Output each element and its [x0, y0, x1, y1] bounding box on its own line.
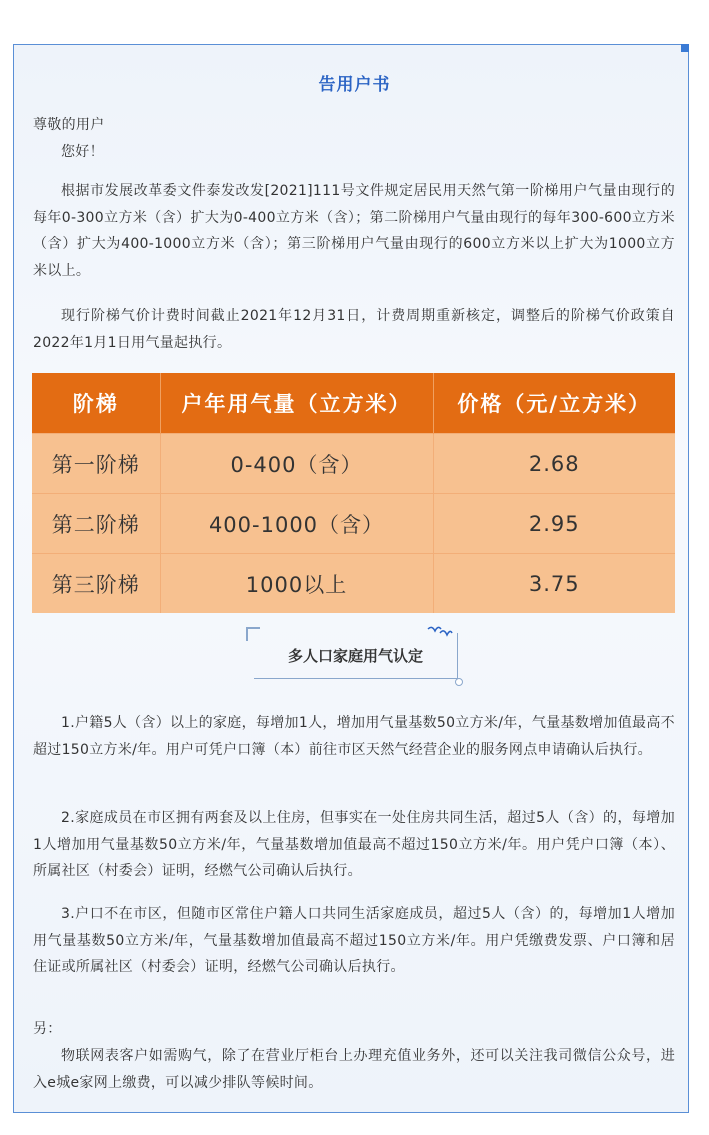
table-header-cell: 户年用气量（立方米） — [160, 373, 433, 434]
table-header-cell: 阶梯 — [32, 373, 160, 434]
table-cell: 1000以上 — [160, 554, 433, 614]
note-text: 物联网表客户如需购气，除了在营业厅柜台上办理充值业务外，还可以关注我司微信公众号，进入e城e家网上缴费，可以减少排队等候时间。 — [33, 1048, 675, 1091]
table-row — [32, 494, 675, 554]
list-item: 3.户口不在市区，但随市区常住户籍人口共同生活家庭成员，超过5人（含）的，每增加1人增加用气量基数50立方米/年，气量基数增加值最高不超过150立方米/年。用户凭缴费发票、户口簿和居住证或所属社区（村委会）证明，经燃气公司确认后执行。 — [33, 906, 675, 975]
table-cell: 400-1000（含） — [160, 494, 433, 554]
list-item: 2.家庭成员在市区拥有两套及以上住房，但事实在一处住房共同生活，超过5人（含）的，每增加1人增加用气量基数50立方米/年，气量基数增加值最高不超过150立方米/年。用户凭户口簿（本）、所属社区（村委会）证明，经燃气公司确认后执行。 — [33, 810, 675, 879]
table-header-row — [32, 373, 675, 434]
table-header-cell: 价格（元/立方米） — [433, 373, 675, 434]
greeting-hello: 您好！ — [61, 144, 104, 160]
table-row — [32, 434, 675, 494]
price-table — [32, 373, 675, 613]
table-cell: 第三阶梯 — [32, 554, 160, 614]
paragraph-effective-date: 现行阶梯气价计费时间截止2021年12月31日，计费周期重新核定，调整后的阶梯气价政策自2022年1月1日用气量起执行。 — [33, 308, 675, 351]
table-cell: 2.95 — [433, 494, 675, 554]
section-subtitle: 多人口家庭用气认定 — [254, 633, 458, 679]
subtitle-bracket-decoration — [246, 627, 260, 629]
table-cell: 第一阶梯 — [32, 434, 160, 494]
greeting-salutation: 尊敬的用户 — [33, 117, 105, 133]
table-cell: 第二阶梯 — [32, 494, 160, 554]
table-cell: 2.68 — [433, 434, 675, 494]
page-title: 告用户书 — [318, 75, 391, 95]
table-row — [32, 554, 675, 614]
note-label: 另： — [33, 1021, 62, 1037]
subtitle-bracket-decoration — [246, 627, 248, 641]
table-cell: 0-400（含） — [160, 434, 433, 494]
subtitle-dot-decoration — [455, 678, 463, 686]
corner-decoration — [681, 44, 689, 52]
list-item: 1.户籍5人（含）以上的家庭，每增加1人，增加用气量基数50立方米/年，气量基数增加值最高不超过150立方米/年。用户可凭户口簿（本）前往市区天然气经营企业的服务网点申请确认后执行。 — [33, 715, 675, 758]
table-cell: 3.75 — [433, 554, 675, 614]
paragraph-policy: 根据市发展改革委文件泰发改发[2021]111号文件规定居民用天然气第一阶梯用户气量由现行的每年0-300立方米（含）扩大为0-400立方米（含）；第二阶梯用户气量由现行的每年300-600立方米（含）扩大为400-1000立方米（含）；第三阶梯用户气量由现行的600立方米以上扩大为1000立方米以上。 — [33, 183, 675, 279]
